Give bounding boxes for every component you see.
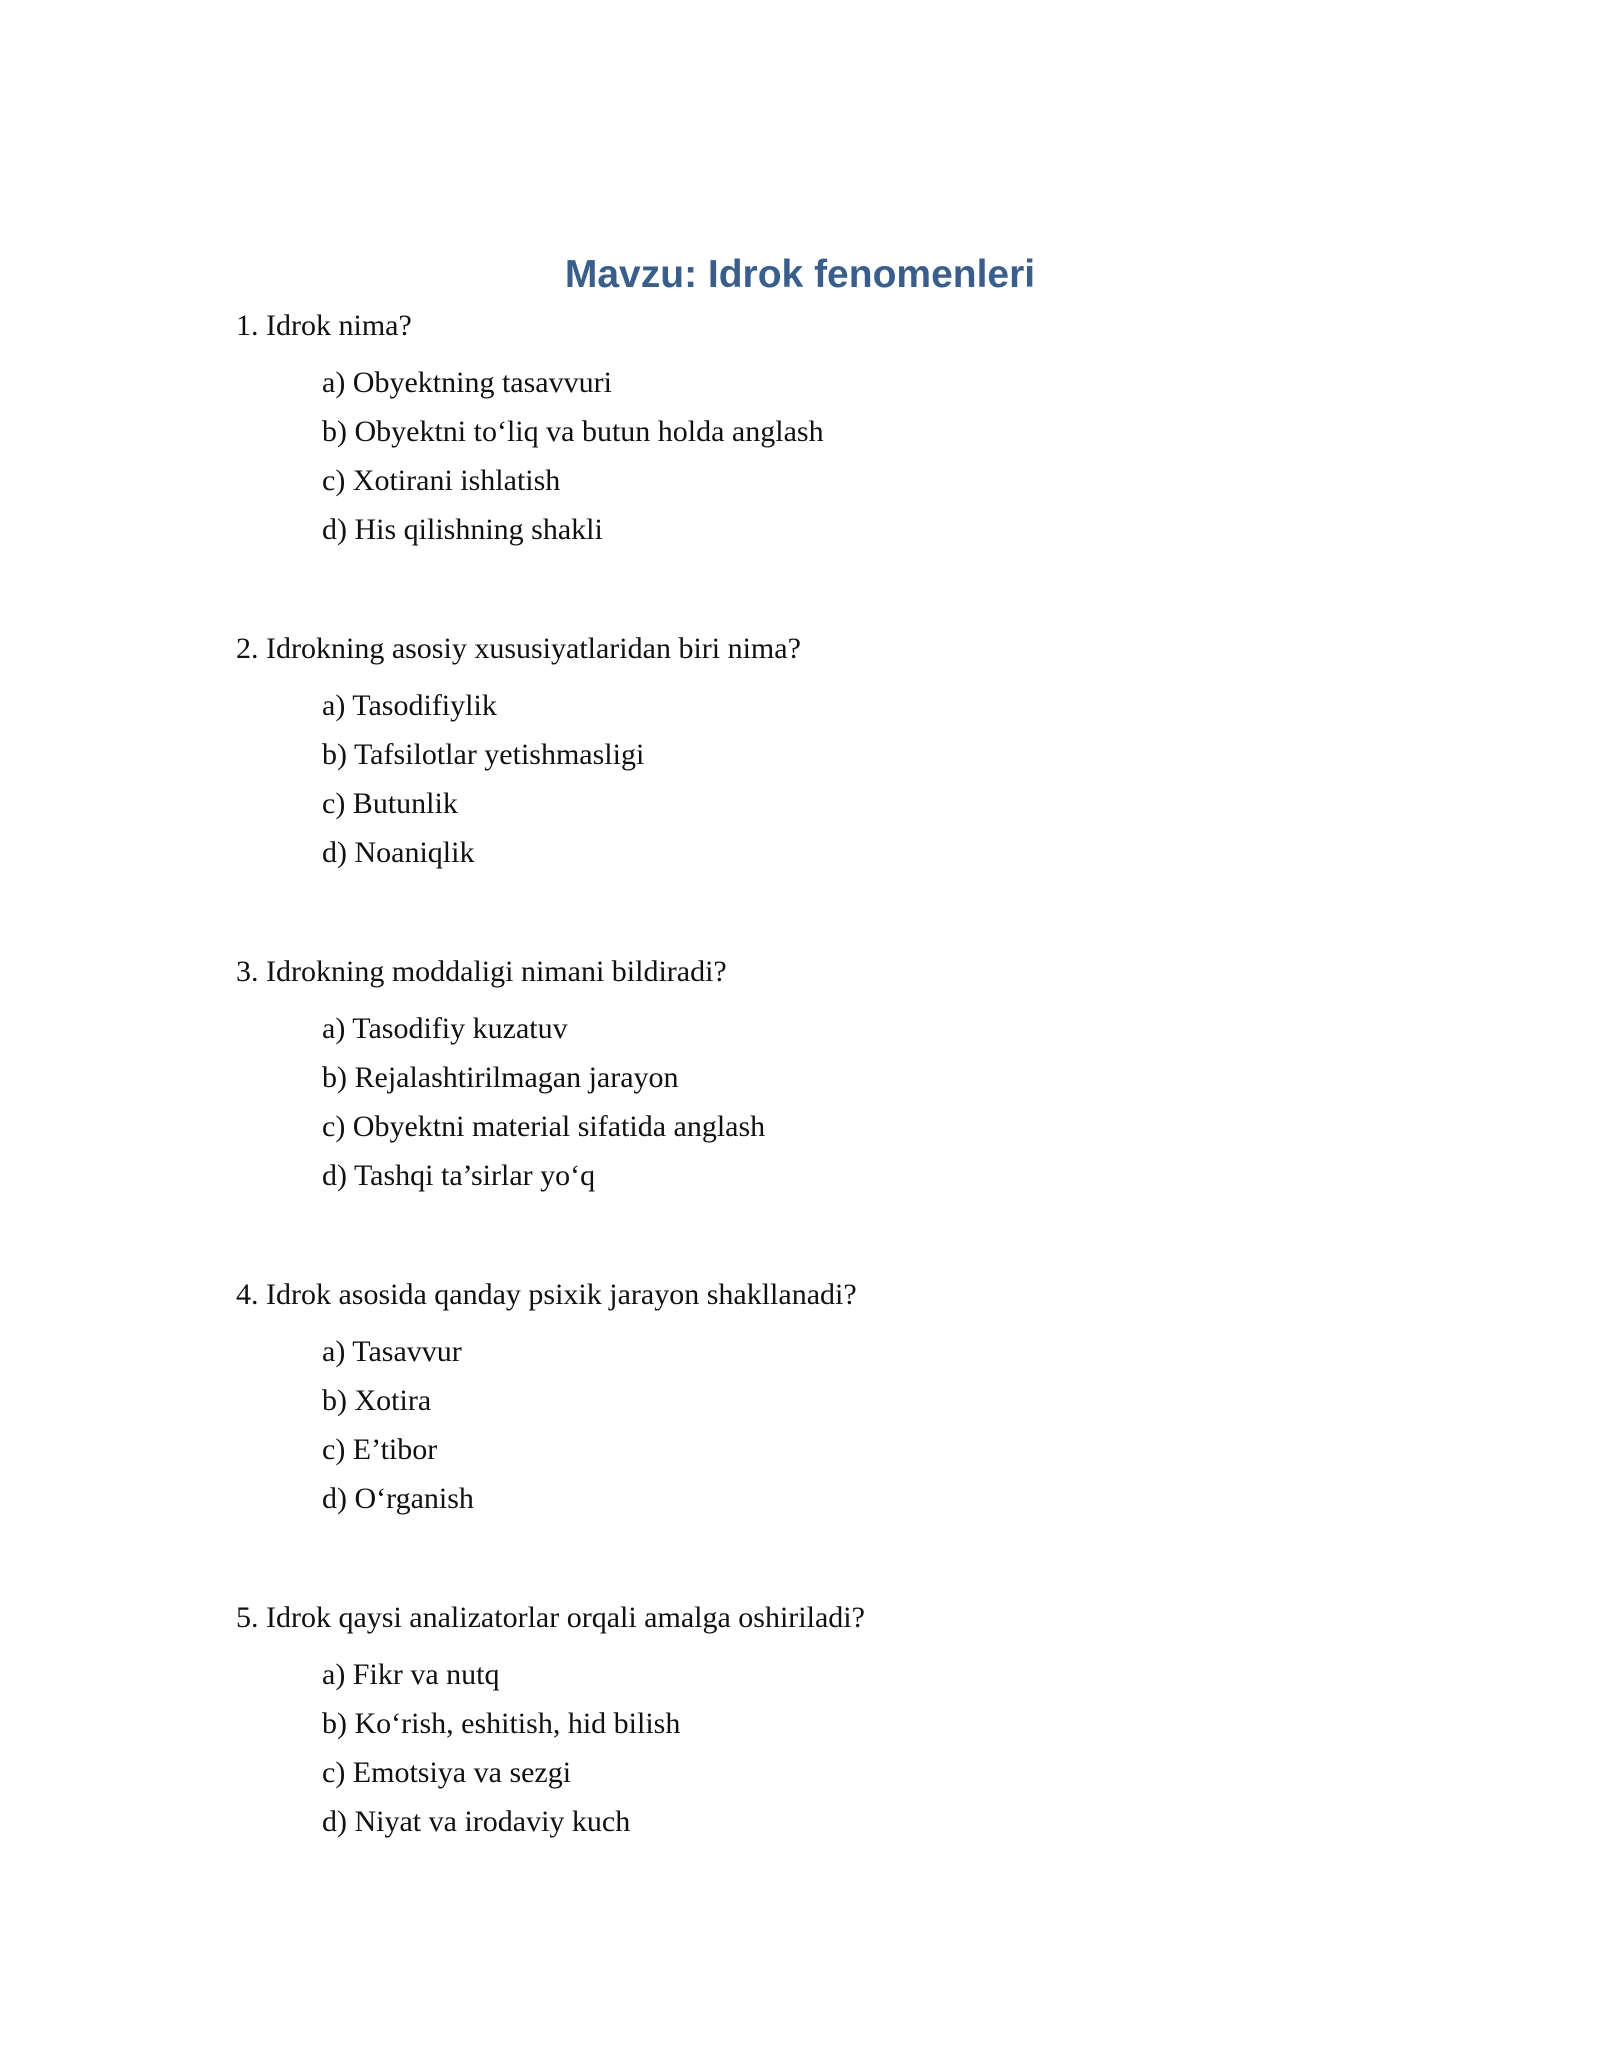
answer-option[interactable]: a) Tasodifiy kuzatuv bbox=[322, 1012, 568, 1045]
answer-option[interactable]: d) Noaniqlik bbox=[322, 836, 475, 869]
question-list bbox=[236, 306, 1436, 1921]
answer-option[interactable]: b) Xotira bbox=[322, 1384, 432, 1417]
answer-option[interactable]: d) Tashqi ta’sirlar yo‘q bbox=[322, 1159, 596, 1192]
option-list bbox=[236, 1332, 1436, 1528]
option-list bbox=[236, 1655, 1436, 1851]
answer-option[interactable]: a) Obyektning tasavvuri bbox=[322, 366, 612, 399]
page-title: Mavzu: Idrok fenomenleri bbox=[564, 253, 1036, 296]
option-list bbox=[236, 686, 1436, 882]
answer-option[interactable]: a) Tasodifiylik bbox=[322, 689, 497, 722]
answer-option[interactable]: d) Niyat va irodaviy kuch bbox=[322, 1805, 631, 1838]
question-item bbox=[236, 1275, 1436, 1528]
answer-option[interactable]: c) Butunlik bbox=[322, 787, 458, 820]
option-list bbox=[236, 1009, 1436, 1205]
answer-option[interactable]: c) Emotsiya va sezgi bbox=[322, 1756, 572, 1789]
answer-option[interactable]: c) Obyektni material sifatida anglash bbox=[322, 1110, 766, 1143]
question-item bbox=[236, 1598, 1436, 1851]
question-item bbox=[236, 952, 1436, 1205]
answer-option[interactable]: d) O‘rganish bbox=[322, 1482, 474, 1515]
answer-option[interactable]: b) Ko‘rish, eshitish, hid bilish bbox=[322, 1707, 681, 1740]
question-item bbox=[236, 629, 1436, 882]
question-text: 4. Idrok asosida qanday psixik jarayon shakllanadi? bbox=[236, 1278, 857, 1311]
answer-option[interactable]: a) Tasavvur bbox=[322, 1335, 462, 1368]
question-text: 1. Idrok nima? bbox=[236, 309, 412, 342]
answer-option[interactable]: a) Fikr va nutq bbox=[322, 1658, 500, 1691]
answer-option[interactable]: c) Xotirani ishlatish bbox=[322, 464, 561, 497]
answer-option[interactable]: d) His qilishning shakli bbox=[322, 513, 603, 546]
option-list bbox=[236, 363, 1436, 559]
question-item bbox=[236, 306, 1436, 559]
answer-option[interactable]: b) Rejalashtirilmagan jarayon bbox=[322, 1061, 679, 1094]
answer-option[interactable]: b) Tafsilotlar yetishmasligi bbox=[322, 738, 645, 771]
question-text: 3. Idrokning moddaligi nimani bildiradi? bbox=[236, 955, 727, 988]
question-text: 2. Idrokning asosiy xususiyatlaridan biri nima? bbox=[236, 632, 801, 665]
answer-option[interactable]: c) E’tibor bbox=[322, 1433, 438, 1466]
question-text: 5. Idrok qaysi analizatorlar orqali amalga oshiriladi? bbox=[236, 1601, 865, 1634]
answer-option[interactable]: b) Obyektni to‘liq va butun holda anglash bbox=[322, 415, 824, 448]
